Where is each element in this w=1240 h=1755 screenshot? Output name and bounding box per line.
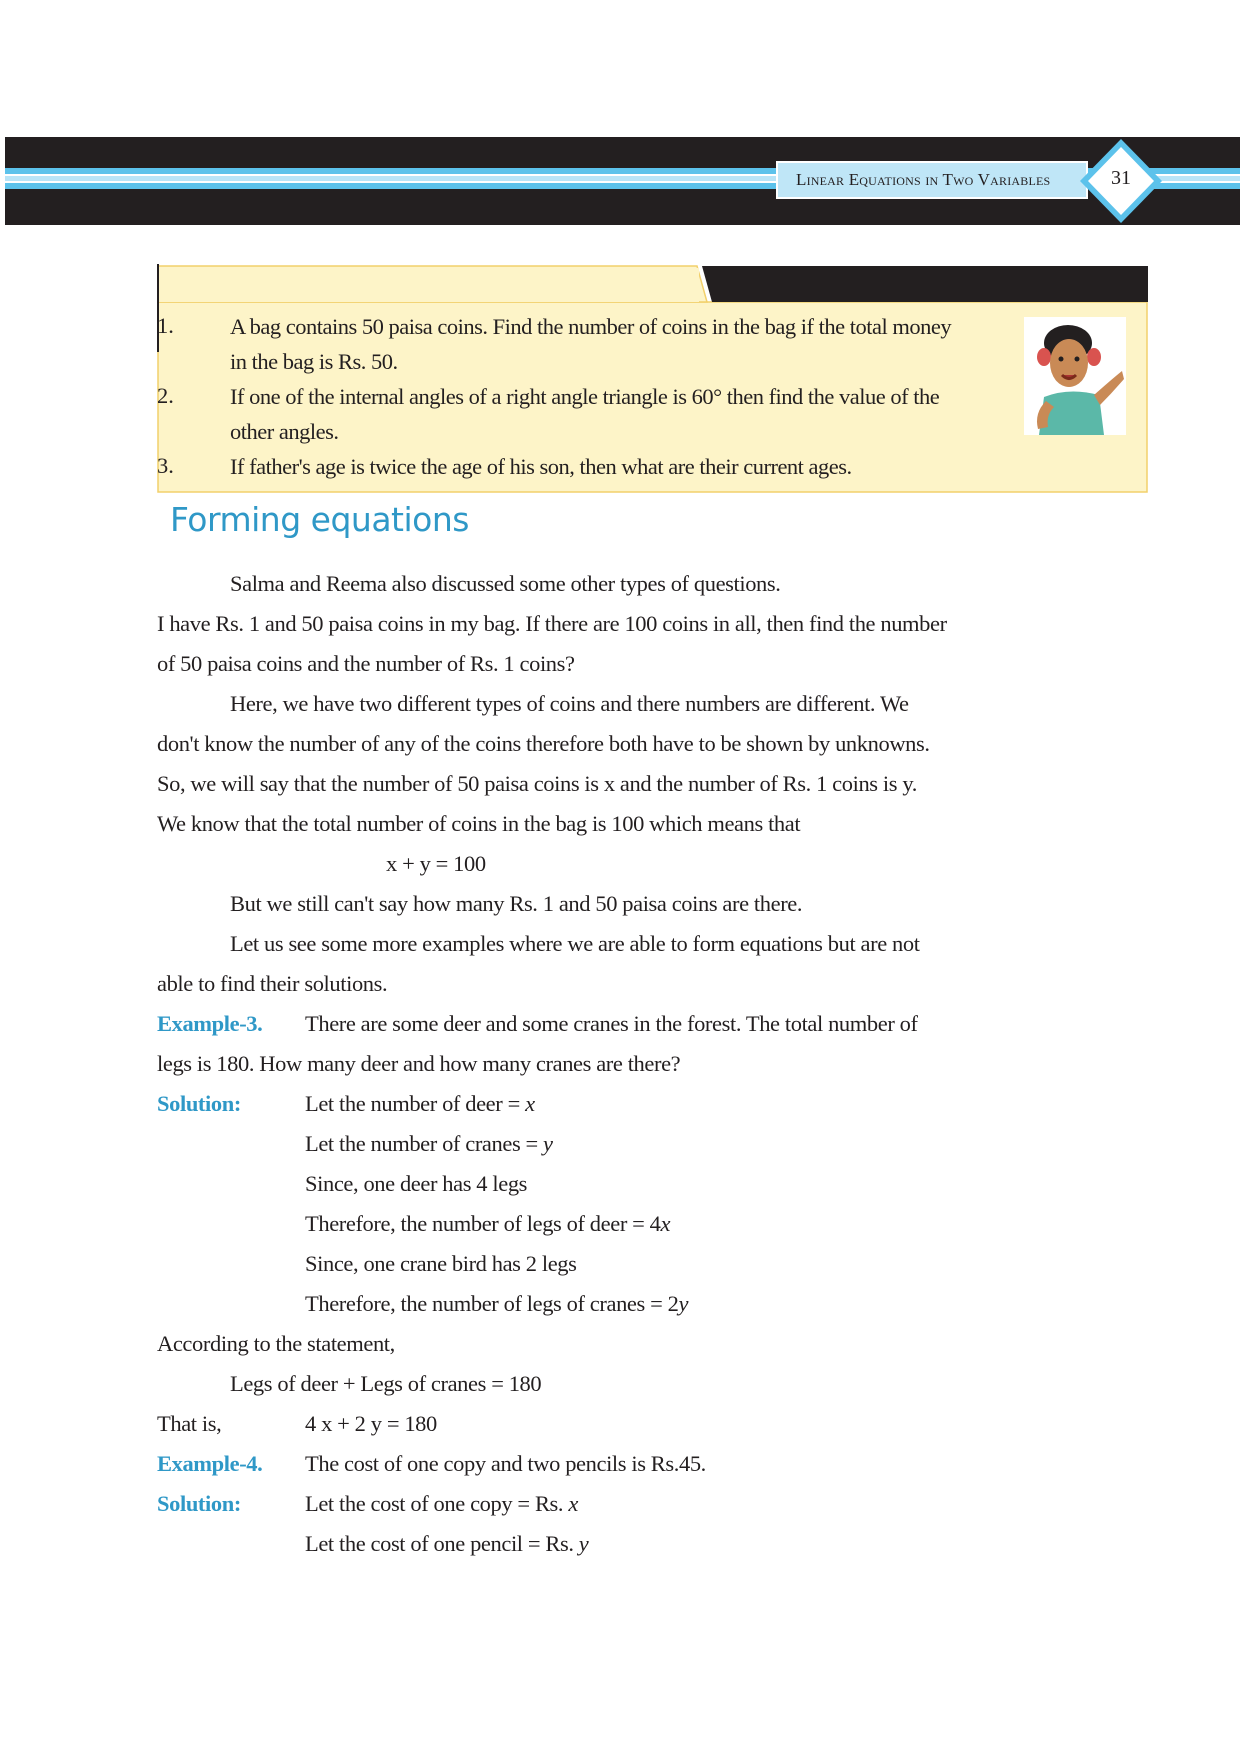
paragraph-line: Salma and Reema also discussed some other types of questions. <box>230 571 781 596</box>
example-label: Example-4. <box>157 1451 263 1476</box>
solution-step: Since, one deer has 4 legs <box>305 1171 528 1196</box>
solution-step: Let the cost of one copy = Rs. x <box>305 1491 578 1516</box>
paragraph-line: According to the statement, <box>157 1331 395 1356</box>
solution-step: Let the number of deer = x <box>305 1091 535 1116</box>
solution-step: Let the number of cranes = y <box>305 1131 553 1156</box>
chapter-title: Linear Equations in Two Variables <box>796 170 1051 189</box>
paragraph-line: able to find their solutions. <box>157 971 388 996</box>
equation: Legs of deer + Legs of cranes = 180 <box>230 1371 542 1396</box>
question-text: If one of the internal angles of a right angle triangle is 60° then find the value of the <box>230 384 940 409</box>
paragraph-line: don't know the number of any of the coins therefore both have to be shown by unknowns. <box>157 731 930 756</box>
solution-label: Solution: <box>157 1491 241 1516</box>
paragraph-line: So, we will say that the number of 50 paisa coins is x and the number of Rs. 1 coins is y. <box>157 771 917 796</box>
question-text: If father's age is twice the age of his son, then what are their current ages. <box>230 454 852 479</box>
solution-step: Let the cost of one pencil = Rs. y <box>305 1531 589 1556</box>
paragraph-line: But we still can't say how many Rs. 1 and 50 paisa coins are there. <box>230 891 803 916</box>
page-number: 31 <box>1111 167 1131 189</box>
example-text: There are some deer and some cranes in the forest. The total number of <box>305 1011 918 1036</box>
chapter-title-box <box>776 161 1088 199</box>
page-number-badge <box>1078 137 1164 225</box>
example-label: Example-3. <box>157 1011 263 1036</box>
equation: x + y = 100 <box>386 851 486 876</box>
paragraph-line: Here, we have two different types of coins and there numbers are different. We <box>230 691 909 716</box>
question-number: 3. <box>157 453 174 478</box>
question-text: in the bag is Rs. 50. <box>230 349 398 374</box>
question-text: A bag contains 50 paisa coins. Find the number of coins in the bag if the total money <box>230 314 952 339</box>
question-number: 2. <box>157 383 174 408</box>
example-text: legs is 180. How many deer and how many cranes are there? <box>157 1051 681 1076</box>
section-title: Forming equations <box>170 500 469 539</box>
paragraph-line: I have Rs. 1 and 50 paisa coins in my bag. If there are 100 coins in all, then find the number <box>157 611 947 636</box>
paragraph-line: That is, <box>157 1411 222 1436</box>
equation: 4 x + 2 y = 180 <box>305 1411 437 1436</box>
paragraph-line: of 50 paisa coins and the number of Rs. 1 coins? <box>157 651 575 676</box>
girl-illustration <box>1024 317 1126 435</box>
question-number: 1. <box>157 313 174 338</box>
paragraph-line: Let us see some more examples where we are able to form equations but are not <box>230 931 920 956</box>
solution-step: Since, one crane bird has 2 legs <box>305 1251 577 1276</box>
solution-label: Solution: <box>157 1091 241 1116</box>
question-text: other angles. <box>230 419 339 444</box>
solution-step: Therefore, the number of legs of cranes = 2y <box>305 1291 689 1316</box>
example-text: The cost of one copy and two pencils is Rs.45. <box>305 1451 706 1476</box>
paragraph-line: We know that the total number of coins in the bag is 100 which means that <box>157 811 801 836</box>
solution-step: Therefore, the number of legs of deer = 4x <box>305 1211 671 1236</box>
